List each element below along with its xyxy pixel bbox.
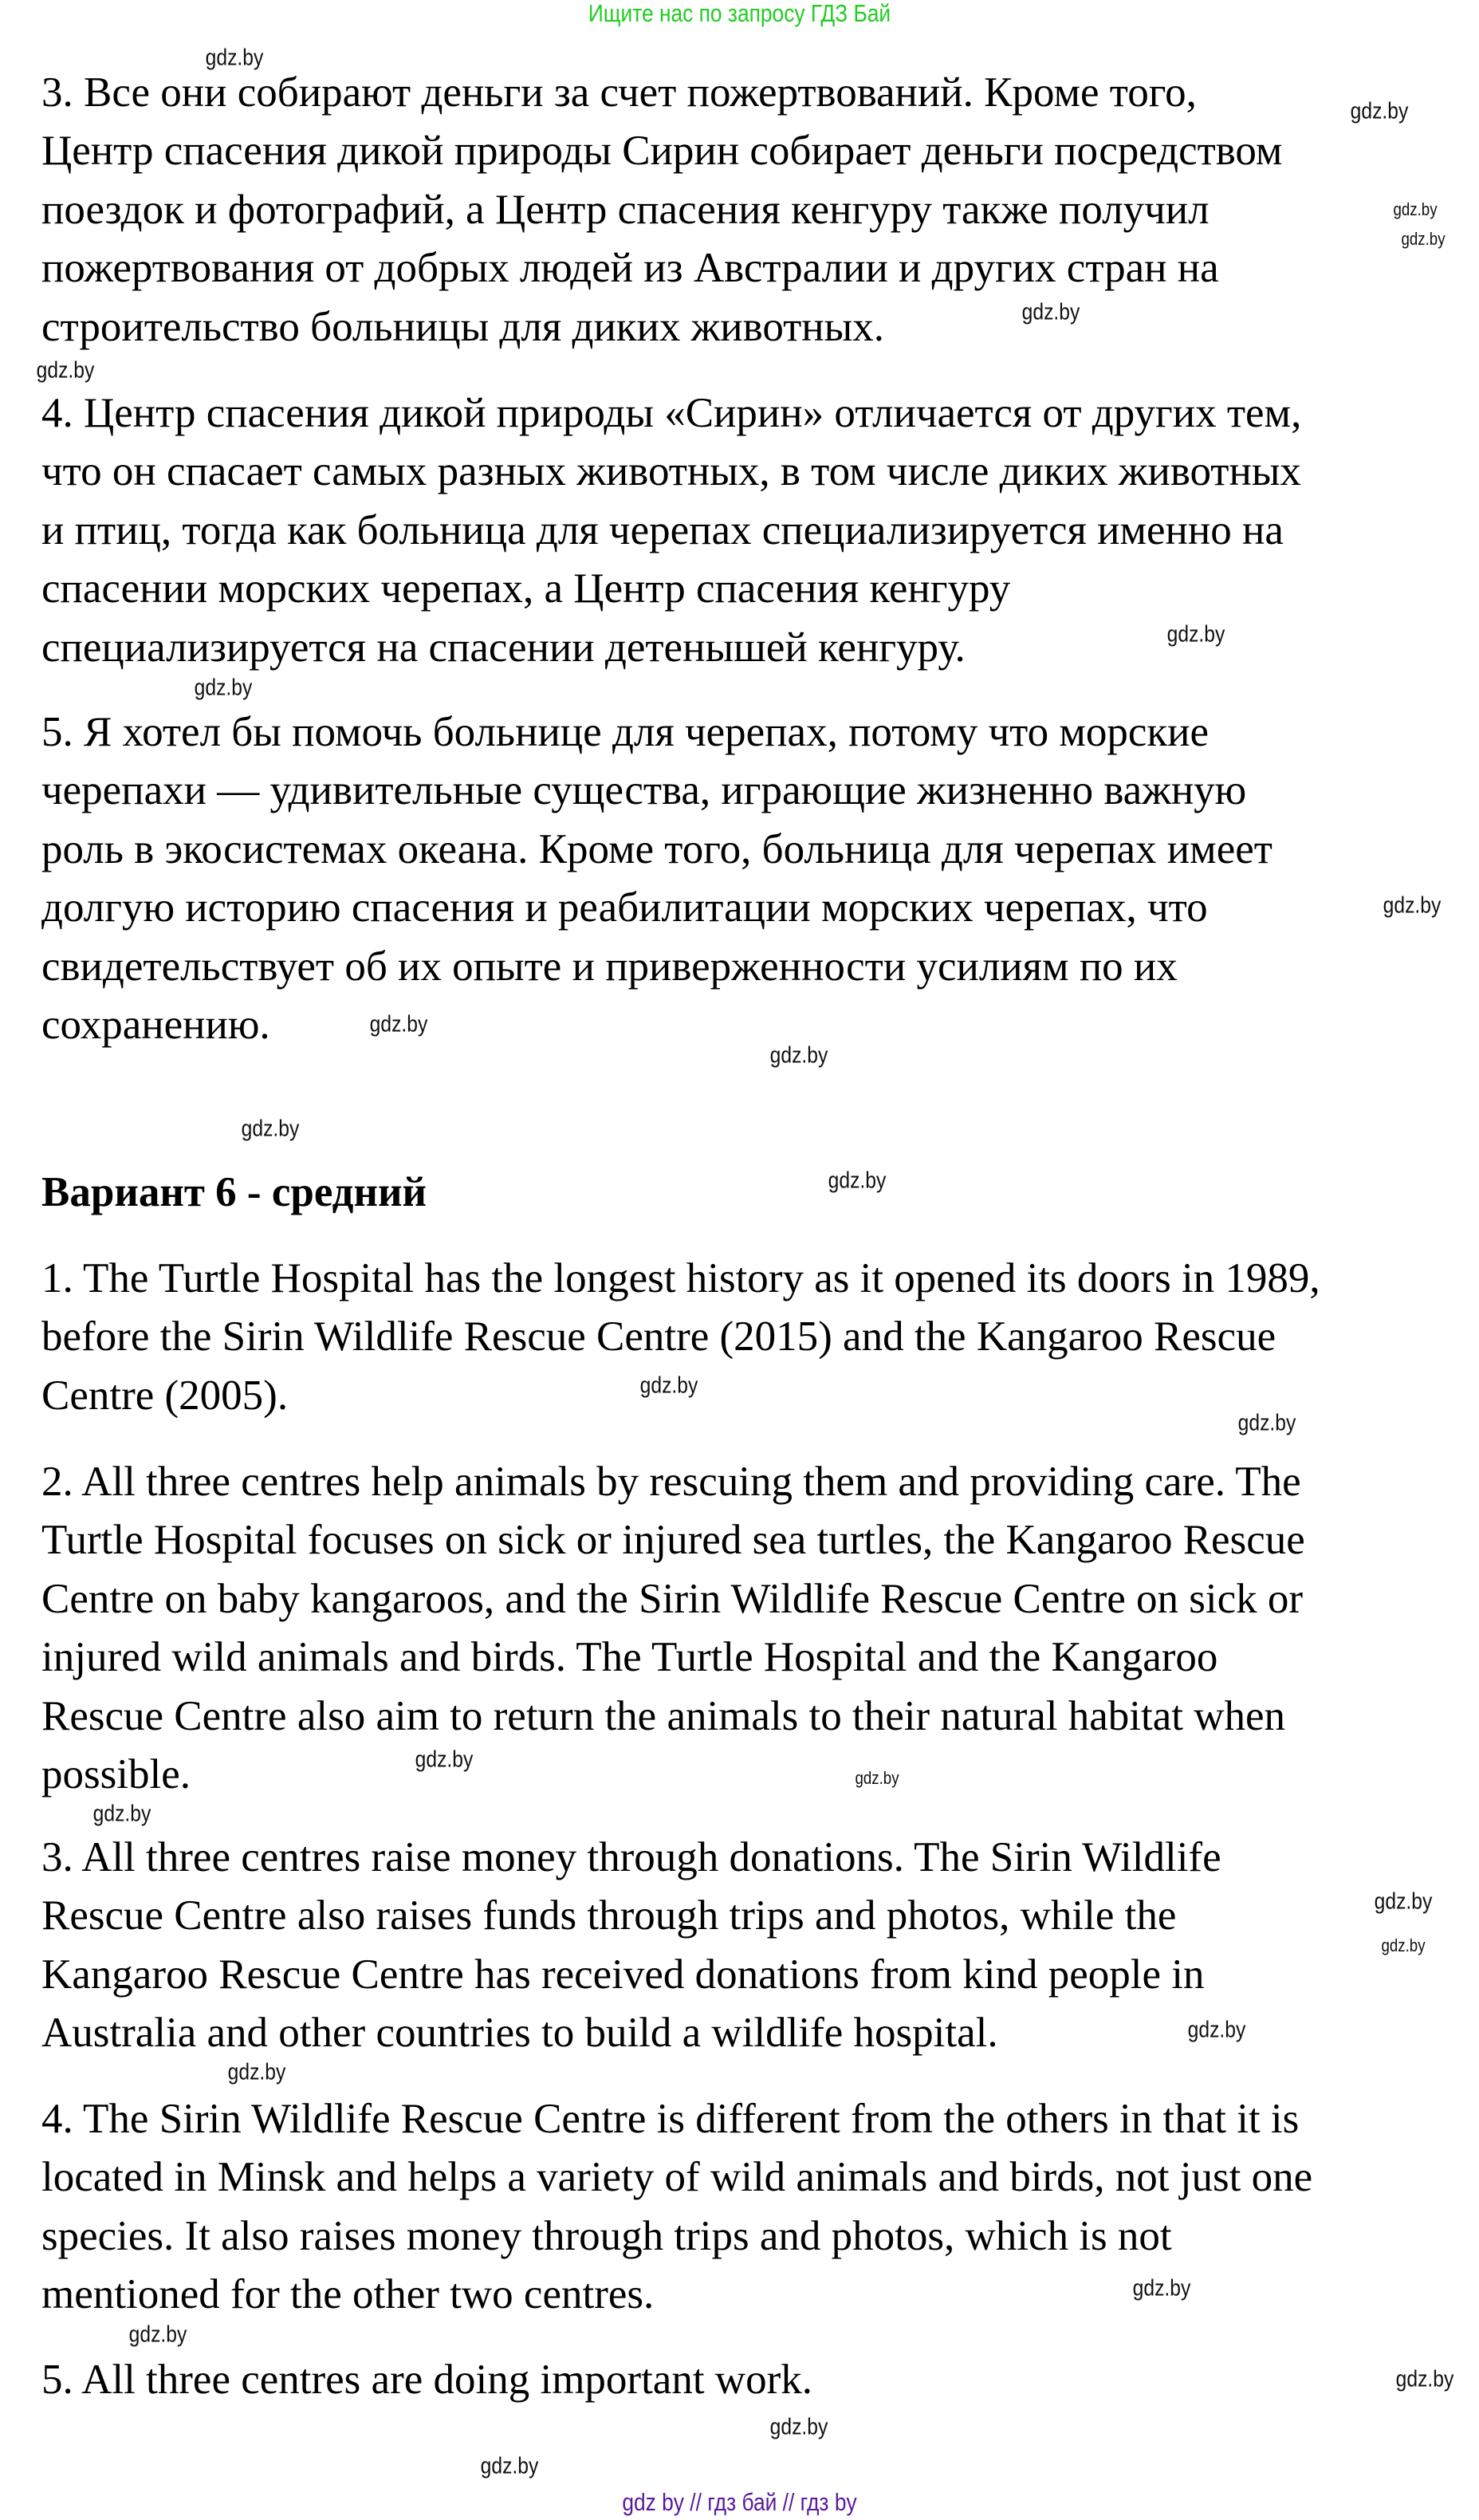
paragraph-line: специализируется на спасении детенышей кенгуру. bbox=[41, 624, 966, 671]
watermark: gdz.by bbox=[1383, 892, 1442, 919]
watermark: gdz.by bbox=[1237, 1410, 1296, 1436]
paragraph-line: possible. bbox=[41, 1751, 191, 1797]
paragraph-line: 5. All three centres are doing important work. bbox=[41, 2357, 812, 2403]
footer-links[interactable]: gdz by // гдз бай // гдз by bbox=[622, 2487, 857, 2516]
watermark: gdz.by bbox=[369, 1011, 428, 1038]
paragraph-line: Rescue Centre also raises funds through trips and photos, while the bbox=[41, 1892, 1177, 1939]
paragraph-line: черепахи — удивительные существа, играющие жизненно важную bbox=[41, 767, 1247, 814]
paragraph-line: 1. The Turtle Hospital has the longest history as it opened its doors in 1989, bbox=[41, 1255, 1320, 1301]
watermark: gdz.by bbox=[227, 2059, 286, 2085]
paragraph-line: свидетельствует об их опыте и приверженности усилиям по их bbox=[41, 943, 1178, 990]
watermark: gdz.by bbox=[415, 1746, 474, 1773]
watermark: gdz.by bbox=[241, 1116, 300, 1142]
watermark: gdz.by bbox=[1166, 621, 1225, 648]
section-heading: Вариант 6 - средний bbox=[41, 1169, 427, 1215]
paragraph-line: Australia and other countries to build a wildlife hospital. bbox=[41, 2010, 998, 2057]
paragraph-line: 4. Центр спасения дикой природы «Сирин» отличается от других тем, bbox=[41, 390, 1302, 436]
paragraph-line: роль в экосистемах океана. Кроме того, больница для черепах имеет bbox=[41, 825, 1272, 872]
paragraph-line: Центр спасения дикой природы Сирин собирает деньги посредством bbox=[41, 128, 1283, 175]
paragraph-line: located in Minsk and helps a variety of wild animals and birds, not just one bbox=[41, 2154, 1313, 2201]
watermark: gdz.by bbox=[769, 1042, 828, 1069]
paragraph-line: что он спасает самых разных животных, в том числе диких животных bbox=[41, 448, 1301, 495]
paragraph-line: Centre on baby kangaroos, and the Sirin Wildlife Rescue Centre on sick or bbox=[41, 1575, 1304, 1622]
watermark: gdz.by bbox=[1187, 2017, 1246, 2043]
paragraph-line: 4. The Sirin Wildlife Rescue Centre is different from the others in that it is bbox=[41, 2096, 1300, 2142]
paragraph-line: injured wild animals and birds. The Turtle Hospital and the Kangaroo bbox=[41, 1634, 1218, 1681]
paragraph-line: сохранению. bbox=[41, 1002, 270, 1048]
watermark: gdz.by bbox=[194, 675, 253, 701]
watermark: gdz.by bbox=[1350, 98, 1409, 124]
watermark: gdz.by bbox=[36, 357, 95, 384]
paragraph-line: Rescue Centre also aim to return the animals to their natural habitat when bbox=[41, 1692, 1286, 1739]
watermark: gdz.by bbox=[769, 2414, 828, 2440]
watermark: gdz.by bbox=[828, 1167, 887, 1194]
watermark: gdz.by bbox=[480, 2453, 539, 2479]
paragraph-line: before the Sirin Wildlife Rescue Centre (2015) and the Kangaroo Rescue bbox=[41, 1313, 1276, 1360]
paragraph-line: поездок и фотографий, а Центр спасения кенгуру также получил bbox=[41, 186, 1210, 233]
watermark: gdz.by bbox=[1381, 1935, 1426, 1955]
watermark: gdz.by bbox=[1393, 199, 1438, 219]
paragraph-line: Turtle Hospital focuses on sick or injured sea turtles, the Kangaroo Rescue bbox=[41, 1517, 1305, 1564]
search-hint-banner: Ищите нас по запросу ГДЗ Бай bbox=[588, 0, 891, 27]
paragraph-line: Centre (2005). bbox=[41, 1372, 289, 1419]
paragraph-line: спасении морских черепах, а Центр спасения кенгуру bbox=[41, 565, 1011, 612]
watermark: gdz.by bbox=[1401, 229, 1446, 249]
paragraph-line: строительство больницы для диких животных. bbox=[41, 303, 884, 350]
watermark: gdz.by bbox=[92, 1801, 151, 1827]
paragraph-line: 3. All three centres raise money through donations. The Sirin Wildlife bbox=[41, 1834, 1221, 1880]
paragraph-line: долгую историю спасения и реабилитации морских черепах, что bbox=[41, 884, 1208, 931]
paragraph-line: Kangaroo Rescue Centre has received donations from kind people in bbox=[41, 1951, 1205, 1998]
watermark: gdz.by bbox=[1395, 2366, 1454, 2392]
paragraph-line: и птиц, тогда как больница для черепах специализируется именно на bbox=[41, 506, 1284, 553]
watermark: gdz.by bbox=[128, 2321, 187, 2348]
paragraph-line: mentioned for the other two centres. bbox=[41, 2271, 655, 2318]
watermark: gdz.by bbox=[1021, 299, 1080, 325]
paragraph-line: пожертвования от добрых людей из Австралии и других стран на bbox=[41, 245, 1219, 292]
paragraph-line: 2. All three centres help animals by rescuing them and providing care. The bbox=[41, 1459, 1301, 1505]
paragraph-line: species. It also raises money through trips and photos, which is not bbox=[41, 2212, 1172, 2259]
watermark: gdz.by bbox=[205, 45, 264, 71]
watermark: gdz.by bbox=[1132, 2275, 1191, 2301]
paragraph-line: 3. Все они собирают деньги за счет пожертвований. Кроме того, bbox=[41, 69, 1197, 116]
paragraph-line: 5. Я хотел бы помочь больнице для черепах, потому что морские bbox=[41, 709, 1210, 755]
watermark: gdz.by bbox=[855, 1768, 899, 1788]
watermark: gdz.by bbox=[639, 1372, 698, 1399]
watermark: gdz.by bbox=[1374, 1888, 1433, 1915]
